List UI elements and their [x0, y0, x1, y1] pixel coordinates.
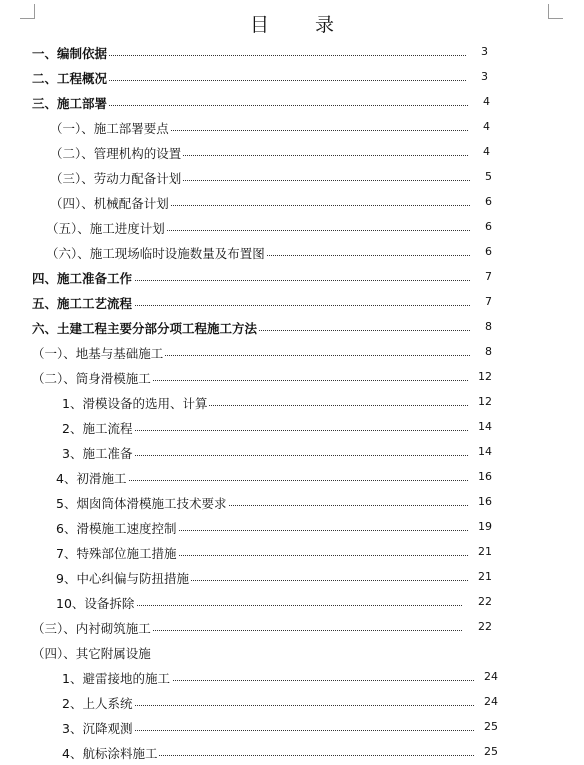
toc-entry-page-number: 4 — [483, 120, 490, 133]
toc-entry-page-number: 6 — [485, 245, 492, 258]
toc-entry-label: （四）、机械配备计划 — [50, 196, 169, 211]
toc-entry-page-number: 14 — [478, 420, 492, 433]
toc-entry-page-number: 14 — [478, 445, 492, 458]
toc-entry-page-number: 7 — [485, 270, 492, 283]
toc-entry-label: 2、上人系统 — [62, 696, 133, 711]
toc-entry-label: （二）、管理机构的设置 — [50, 146, 182, 161]
toc-entry[interactable] — [0, 715, 584, 740]
toc-entry[interactable] — [0, 240, 584, 265]
toc-entry-page-number: 7 — [485, 295, 492, 308]
toc-entry[interactable] — [0, 640, 584, 665]
toc-entry-label: 4、初滑施工 — [56, 471, 127, 486]
toc-entry[interactable] — [0, 415, 584, 440]
toc-entry[interactable] — [0, 665, 584, 690]
toc-entry[interactable] — [0, 65, 584, 90]
toc-entry[interactable] — [0, 140, 584, 165]
toc-entry-page-number: 12 — [478, 395, 492, 408]
toc-entry-page-number: 4 — [483, 95, 490, 108]
toc-entry[interactable] — [0, 190, 584, 215]
toc-entry[interactable] — [0, 565, 584, 590]
toc-entry-label: 2、施工流程 — [62, 421, 133, 436]
toc-entry[interactable] — [0, 740, 584, 765]
toc-entry-label: （五）、施工进度计划 — [46, 221, 165, 236]
toc-entry-label: 4、航标涂料施工 — [62, 746, 158, 761]
toc-entry-page-number: 21 — [478, 545, 492, 558]
toc-entry-page-number: 21 — [478, 570, 492, 583]
toc-entry-page-number: 4 — [483, 145, 490, 158]
toc-entry-page-number: 6 — [485, 220, 492, 233]
toc-entry-page-number: 16 — [478, 495, 492, 508]
toc-entry-label: 五、施工工艺流程 — [32, 296, 133, 311]
toc-entry-label: 5、烟囱筒体滑模施工技术要求 — [56, 496, 227, 511]
toc-entry-label: （三）、内衬砌筑施工 — [32, 621, 151, 636]
toc-entry[interactable] — [0, 290, 584, 315]
toc-entry[interactable] — [0, 265, 584, 290]
toc-entry[interactable] — [0, 165, 584, 190]
toc-entry-label: 三、施工部署 — [32, 96, 108, 111]
toc-entry-label: （一）、施工部署要点 — [50, 121, 169, 136]
toc-entry[interactable] — [0, 90, 584, 115]
toc-entry-label: 10、设备拆除 — [56, 596, 135, 611]
toc-entry-page-number: 8 — [485, 320, 492, 333]
toc-entry-label: 3、沉降观测 — [62, 721, 133, 736]
toc-entry[interactable] — [0, 615, 584, 640]
toc-entry-label: （一）、地基与基础施工 — [32, 346, 164, 361]
toc-entry-label: 7、特殊部位施工措施 — [56, 546, 177, 561]
toc-entry[interactable] — [0, 40, 584, 65]
toc-entry-label: （六）、施工现场临时设施数量及布置图 — [46, 246, 265, 261]
toc-entry-label: （二）、筒身滑模施工 — [32, 371, 151, 386]
toc-entry-page-number: 24 — [484, 695, 498, 708]
toc-entry-page-number: 8 — [485, 345, 492, 358]
toc-entry-label: 一、编制依据 — [32, 46, 108, 61]
toc-entry-page-number: 25 — [484, 745, 498, 758]
toc-entry-page-number: 3 — [481, 70, 488, 83]
toc-entry[interactable] — [0, 465, 584, 490]
toc-entry-label: 1、滑模设备的选用、计算 — [62, 396, 208, 411]
toc-entry-label: 四、施工准备工作 — [32, 271, 133, 286]
toc-entry-page-number: 6 — [485, 195, 492, 208]
toc-entry[interactable] — [0, 540, 584, 565]
toc-entry[interactable] — [0, 215, 584, 240]
toc-entry[interactable] — [0, 315, 584, 340]
toc-entry[interactable] — [0, 490, 584, 515]
toc-entry[interactable] — [0, 515, 584, 540]
toc-entry-page-number: 19 — [478, 520, 492, 533]
toc-entry[interactable] — [0, 590, 584, 615]
toc-entry-label: 9、中心纠偏与防扭措施 — [56, 571, 189, 586]
toc-entry[interactable] — [0, 390, 584, 415]
toc-entry-page-number: 22 — [478, 595, 492, 608]
toc-entry-label: 1、避雷接地的施工 — [62, 671, 170, 686]
page-title: 目 录 — [249, 14, 355, 36]
toc-entry[interactable] — [0, 115, 584, 140]
toc-entry-label: 3、施工准备 — [62, 446, 133, 461]
table-of-contents — [0, 40, 584, 765]
toc-entry[interactable] — [0, 440, 584, 465]
toc-entry-label: 六、土建工程主要分部分项工程施工方法 — [32, 321, 258, 336]
toc-entry[interactable] — [0, 365, 584, 390]
toc-entry-label: 二、工程概况 — [32, 71, 108, 86]
toc-entry-page-number: 22 — [478, 620, 492, 633]
toc-entry-page-number: 24 — [484, 670, 498, 683]
toc-entry-label: （四）、其它附属设施 — [32, 646, 151, 661]
toc-entry-label: 6、滑模施工速度控制 — [56, 521, 177, 536]
toc-entry[interactable] — [0, 340, 584, 365]
toc-entry[interactable] — [0, 690, 584, 715]
toc-entry-label: （三）、劳动力配备计划 — [50, 171, 182, 186]
toc-entry-page-number: 12 — [478, 370, 492, 383]
toc-entry-page-number: 3 — [481, 45, 488, 58]
toc-entry-page-number: 16 — [478, 470, 492, 483]
toc-entry-page-number: 25 — [484, 720, 498, 733]
toc-entry-page-number: 5 — [485, 170, 492, 183]
